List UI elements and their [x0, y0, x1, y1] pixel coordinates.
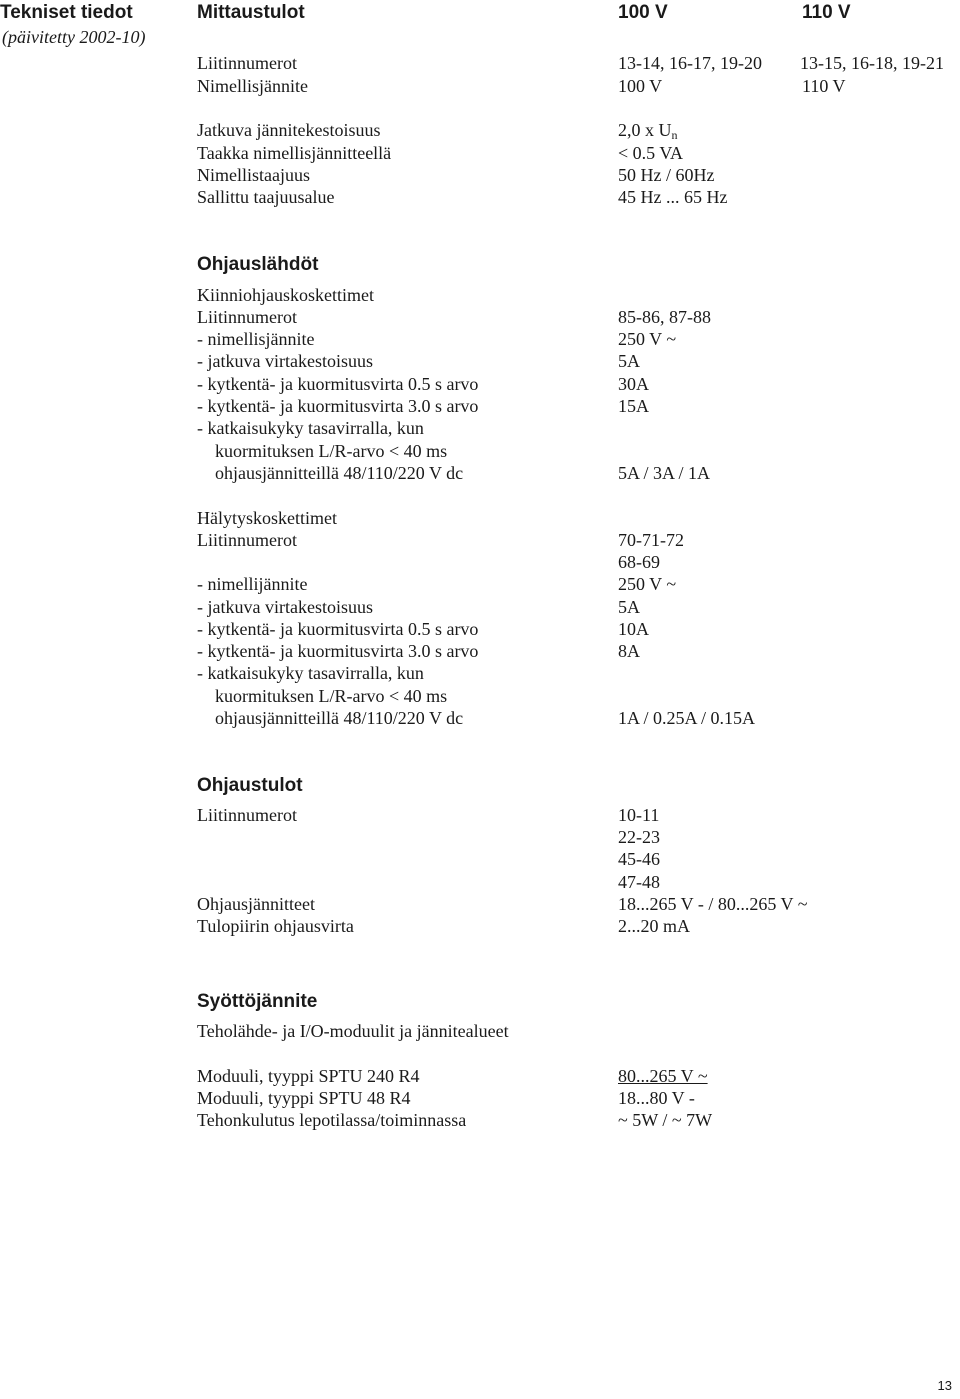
ci-value-5: 2...20 mA: [618, 916, 690, 936]
ps-value-2: ~ 5W / ~ 7W: [618, 1110, 713, 1130]
ci-value-3: 47-48: [618, 872, 660, 892]
ps-value-1: 18...80 V -: [618, 1088, 695, 1108]
trip-label-5: - katkaisukyky tasavirralla, kun: [197, 418, 424, 438]
mi-value1-2-main: 2,0 x U: [618, 120, 672, 140]
col-110v-heading: 110 V: [802, 2, 851, 23]
alarm-value-0: 70-71-72: [618, 530, 684, 550]
mi-label-1: Nimellisjännite: [197, 76, 308, 96]
trip-contacts-title: Kiinniohjauskoskettimet: [197, 285, 374, 305]
output-relays-heading: Ohjauslähdöt: [197, 254, 319, 275]
mi-value1-2-sub: n: [671, 128, 678, 142]
trip-label-3: - kytkentä- ja kuormitusvirta 0.5 s arvo: [197, 374, 479, 394]
alarm-value-4: 10A: [618, 619, 649, 639]
trip-value-3: 30A: [618, 374, 649, 394]
mi-value1-1: 100 V: [618, 76, 663, 96]
mi-label-0: Liitinnumerot: [197, 53, 297, 73]
mi-value1-5: 45 Hz ... 65 Hz: [618, 187, 728, 207]
measuring-inputs-heading: Mittaustulot: [197, 2, 305, 23]
sidebar-subtitle: (päivitetty 2002-10): [2, 27, 146, 47]
ci-value-1: 22-23: [618, 827, 660, 847]
alarm-label-4: - kytkentä- ja kuormitusvirta 0.5 s arvo: [197, 619, 479, 639]
ps-label-1: Moduuli, tyyppi SPTU 48 R4: [197, 1088, 411, 1108]
mi-value1-0: 13-14, 16-17, 19-20: [618, 53, 762, 73]
ci-label-0: Liitinnumerot: [197, 805, 297, 825]
power-supply-subtitle: Teholähde- ja I/O-moduulit ja jännitealueet: [197, 1021, 509, 1041]
alarm-label-5: - kytkentä- ja kuormitusvirta 3.0 s arvo: [197, 641, 479, 661]
alarm-contacts-title: Hälytyskoskettimet: [197, 508, 337, 528]
alarm-label-3: - jatkuva virtakestoisuus: [197, 597, 373, 617]
alarm-label-0: Liitinnumerot: [197, 530, 297, 550]
mi-label-3: Taakka nimellisjännitteellä: [197, 143, 392, 163]
ci-label-5: Tulopiirin ohjausvirta: [197, 916, 354, 936]
ci-label-4: Ohjausjännitteet: [197, 894, 315, 914]
alarm-value-3: 5A: [618, 597, 640, 617]
trip-value-0: 85-86, 87-88: [618, 307, 711, 327]
trip-label-1: - nimellisjännite: [197, 329, 315, 349]
mi-label-2: Jatkuva jännitekestoisuus: [197, 120, 381, 140]
alarm-label-2: - nimellijännite: [197, 574, 308, 594]
alarm-label-8: ohjausjännitteillä 48/110/220 V dc: [215, 708, 464, 728]
ps-label-2: Tehonkulutus lepotilassa/toiminnassa: [197, 1110, 467, 1130]
alarm-value-8: 1A / 0.25A / 0.15A: [618, 708, 756, 728]
ci-value-4: 18...265 V - / 80...265 V ~: [618, 894, 808, 914]
ci-value-0: 10-11: [618, 805, 660, 825]
trip-value-1: 250 V ~: [618, 329, 677, 349]
alarm-value-1: 68-69: [618, 552, 660, 572]
sidebar-title: Tekniset tiedot: [0, 2, 133, 23]
alarm-label-7: kuormituksen L/R-arvo < 40 ms: [215, 686, 448, 706]
page-number: 13: [937, 1378, 952, 1393]
power-supply-heading: Syöttöjännite: [197, 991, 318, 1012]
mi-label-4: Nimellistaajuus: [197, 165, 310, 185]
trip-label-4: - kytkentä- ja kuormitusvirta 3.0 s arvo: [197, 396, 479, 416]
trip-label-7: ohjausjännitteillä 48/110/220 V dc: [215, 463, 464, 483]
ps-label-0: Moduuli, tyyppi SPTU 240 R4: [197, 1066, 420, 1086]
ci-value-2: 45-46: [618, 849, 660, 869]
mi-value1-3: < 0.5 VA: [618, 143, 684, 163]
mi-value2-1: 110 V: [802, 76, 846, 96]
trip-value-4: 15A: [618, 396, 649, 416]
trip-value-7: 5A / 3A / 1A: [618, 463, 711, 483]
mi-value2-0: 13-15, 16-18, 19-21: [800, 53, 944, 73]
alarm-value-2: 250 V ~: [618, 574, 677, 594]
trip-label-2: - jatkuva virtakestoisuus: [197, 351, 373, 371]
trip-value-2: 5A: [618, 351, 640, 371]
trip-label-6: kuormituksen L/R-arvo < 40 ms: [215, 441, 448, 461]
trip-label-0: Liitinnumerot: [197, 307, 297, 327]
mi-label-5: Sallittu taajuusalue: [197, 187, 335, 207]
mi-value1-4: 50 Hz / 60Hz: [618, 165, 715, 185]
control-inputs-heading: Ohjaustulot: [197, 775, 303, 796]
ps-value-0: 80...265 V ~: [618, 1066, 708, 1086]
alarm-label-6: - katkaisukyky tasavirralla, kun: [197, 663, 424, 683]
col-100v-heading: 100 V: [618, 2, 668, 23]
alarm-value-5: 8A: [618, 641, 640, 661]
